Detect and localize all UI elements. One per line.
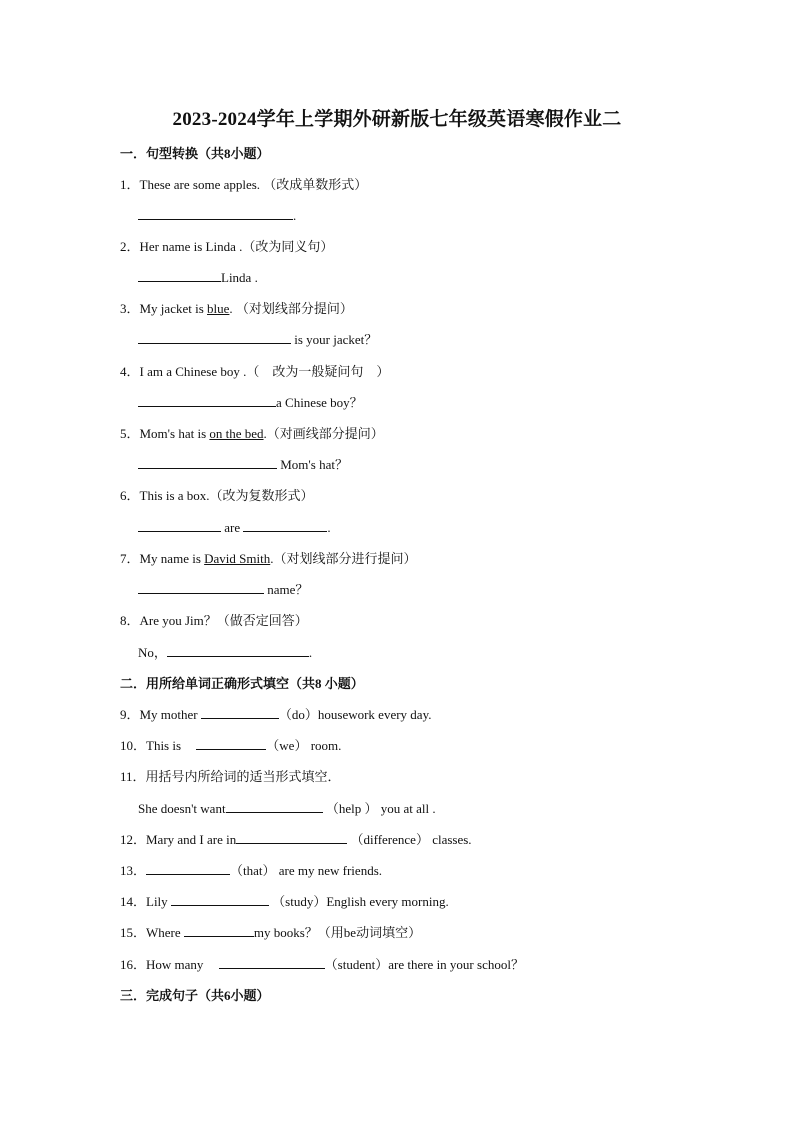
answer-blank[interactable]: [138, 456, 277, 469]
question-text: 14．Lily: [120, 894, 171, 909]
answer-tail: .: [293, 208, 297, 223]
question-11: 11．用括号内所给词的适当形式填空．: [120, 769, 341, 784]
question-10: [120, 737, 341, 755]
question-hint: （help ） you at all .: [322, 801, 436, 816]
answer-tail: name？: [264, 582, 309, 597]
answer-line-8: [138, 644, 312, 662]
question-text: 9．My mother: [120, 707, 201, 722]
question-text: 16．How many: [120, 957, 207, 972]
answer-blank[interactable]: [138, 519, 221, 532]
question-hint: （we） room.: [266, 738, 342, 753]
question-hint: （student）are there in your school？: [324, 957, 524, 972]
section-heading-3: 三．完成句子（共6小题）: [120, 988, 270, 1003]
answer-blank[interactable]: [138, 394, 276, 407]
answer-blank[interactable]: [201, 706, 279, 719]
answer-tail: .: [327, 520, 331, 535]
answer-blank[interactable]: [146, 862, 230, 875]
answer-prefix: No，: [138, 645, 167, 660]
question-7: [120, 550, 417, 568]
answer-blank[interactable]: [138, 581, 264, 594]
page-title: 2023-2024学年上学期外研新版七年级英语寒假作业二: [172, 109, 622, 130]
question-text: 12．Mary and I are in: [120, 832, 237, 847]
question-text: 7．My name is: [120, 551, 205, 566]
answer-tail: .: [308, 645, 313, 660]
answer-line-11: [138, 800, 436, 818]
answer-line-5: [138, 456, 348, 474]
question-hint: （do）housework every day.: [278, 707, 432, 722]
question-hint: my books？（用be动词填空）: [253, 925, 422, 940]
answer-blank[interactable]: [196, 737, 266, 750]
answer-tail: Mom's hat？: [277, 457, 348, 472]
question-instruction: . （对划线部分提问）: [229, 301, 353, 316]
question-12: [120, 831, 472, 849]
question-text: 15．Where: [120, 925, 184, 940]
question-text: 3．My jacket is: [120, 301, 208, 316]
question-15: [120, 924, 421, 942]
question-2: 2．Her name is Linda .（改为同义句）: [120, 239, 334, 254]
answer-line-3: [138, 331, 377, 349]
answer-tail: a Chinese boy？: [276, 395, 363, 410]
question-16: [120, 956, 524, 974]
question-9: [120, 706, 431, 724]
answer-line-6: [138, 519, 331, 537]
section-heading-2: 二．用所给单词正确形式填空（共8 小题）: [120, 676, 364, 691]
underlined-target: on the bed: [209, 426, 264, 441]
question-text: She doesn't want: [138, 801, 226, 816]
answer-blank[interactable]: [184, 924, 254, 937]
question-8: 8．Are you Jim？（做否定回答）: [120, 613, 308, 628]
question-hint: （study）English every morning.: [268, 894, 449, 909]
question-hint: （difference） classes.: [347, 832, 472, 847]
question-1: 1．These are some apples. （改成单数形式）: [120, 177, 368, 192]
answer-blank[interactable]: [167, 644, 309, 657]
question-6: 6．This is a box.（改为复数形式）: [120, 488, 314, 503]
question-4: 4．I am a Chinese boy .（ 改为一般疑问句 ）: [120, 364, 390, 379]
answer-line-1: [138, 207, 296, 225]
section-heading-1: 一．句型转换（共8小题）: [120, 146, 270, 161]
answer-tail: Linda .: [221, 270, 258, 285]
question-instruction: .（对划线部分进行提问）: [270, 551, 417, 566]
answer-blank[interactable]: [171, 893, 269, 906]
question-instruction: .（对画线部分提问）: [263, 426, 384, 441]
answer-tail: is your jacket？: [291, 332, 378, 347]
underlined-target: blue: [207, 301, 230, 316]
answer-blank[interactable]: [236, 831, 347, 844]
question-3: [120, 300, 353, 318]
question-13: [120, 862, 382, 880]
answer-middle: are: [221, 520, 244, 535]
answer-line-4: [138, 394, 363, 412]
answer-blank[interactable]: [219, 956, 325, 969]
question-hint: （that） are my new friends.: [230, 863, 382, 878]
answer-blank[interactable]: [243, 519, 327, 532]
question-5: [120, 425, 384, 443]
answer-blank[interactable]: [138, 207, 293, 220]
question-text: 5．Mom's hat is: [120, 426, 210, 441]
question-text: 10．This is: [120, 738, 185, 753]
answer-blank[interactable]: [226, 800, 323, 813]
answer-blank[interactable]: [138, 331, 291, 344]
answer-line-2: [138, 269, 258, 287]
question-14: [120, 893, 449, 911]
underlined-target: David Smith: [204, 551, 271, 566]
question-text: 13．: [120, 863, 147, 878]
answer-line-7: [138, 581, 308, 599]
answer-blank[interactable]: [138, 269, 221, 282]
